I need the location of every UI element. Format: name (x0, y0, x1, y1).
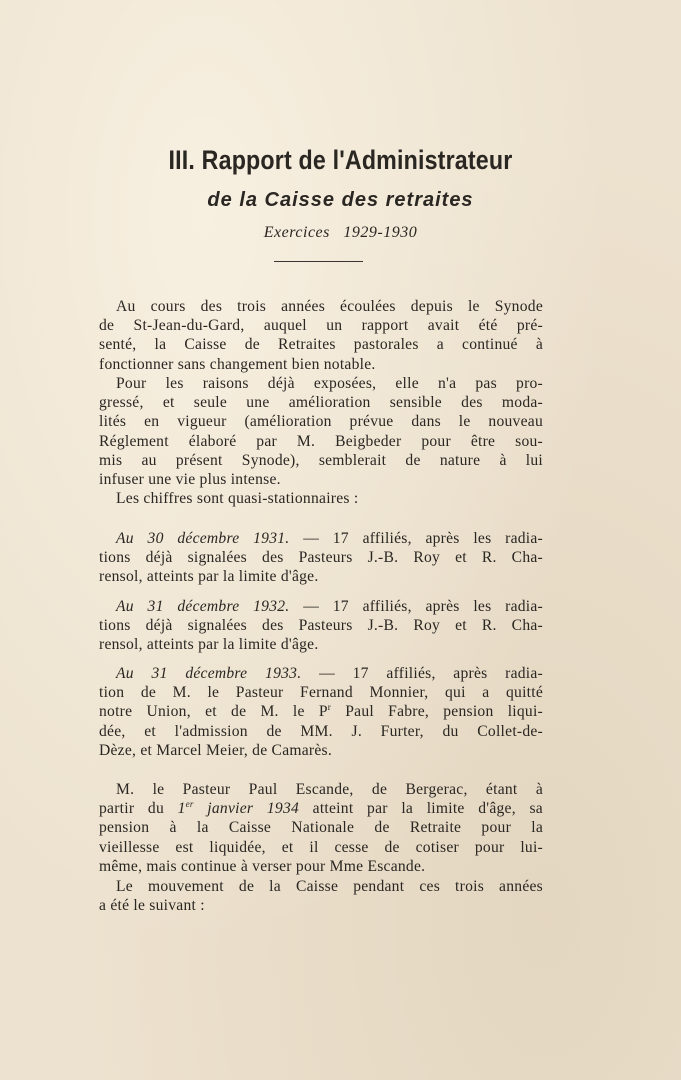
text-line: de St-Jean-du-Gard, auquel un rapport avait été pré- (99, 317, 543, 335)
heading-divider (274, 261, 363, 262)
text-line: dée, et l'admission de MM. J. Furter, du Collet-de- (99, 722, 543, 740)
text-line: notre Union, et de M. le $P^r$ Paul Fabre, pension liqui- (99, 702, 543, 721)
paragraph-intro (99, 297, 543, 374)
page-title: III. Rapport de l'Administrateur (168, 145, 513, 175)
paragraph-1933 (99, 664, 543, 760)
text-line: fonctionner sans changement bien notable. (99, 355, 376, 373)
text-line: rensol, atteints par la limite d'âge. (99, 568, 319, 586)
text-line: tion de M. le Pasteur Fernand Monnier, qui a quitté (99, 684, 543, 702)
text-line: Au 31 décembre 1932. — 17 affiliés, après les radia- (116, 598, 543, 615)
text-line: Le mouvement de la Caisse pendant ces trois années (116, 878, 543, 895)
date-1931: Au 30 décembre 1931. (116, 530, 290, 547)
text-line: lités en vigueur (amélioration prévue dans le nouveau (99, 413, 543, 431)
paragraph-escande (99, 780, 543, 876)
date-1933: Au 31 décembre 1933. (116, 665, 302, 682)
text-line: mis au présent Synode), semblerait de nature à lui (99, 451, 543, 469)
text-line: partir du 1er janvier 1934 atteint par la limite d'âge, sa (99, 799, 543, 818)
text-line: a été le suivant : (99, 897, 205, 915)
text-line: Les chiffres sont quasi-stationnaires : (116, 490, 359, 507)
paragraph-figures-intro (99, 489, 543, 508)
text-line: pension à la Caisse Nationale de Retraite pour la (99, 819, 543, 837)
text-line: Réglement élaboré par M. Beigbeder pour être sou- (99, 432, 543, 450)
text-line: Pour les raisons déjà exposées, elle n'a pas pro- (116, 375, 543, 392)
text-line: infuser une vie plus intense. (99, 471, 281, 489)
text-line: senté, la Caisse de Retraites pastorales a continué à (99, 336, 543, 354)
date-1934: 1er janvier 1934 (177, 799, 300, 818)
text-line: Dèze, et Marcel Meier, de Camarès. (99, 741, 333, 759)
text-line: M. le Pasteur Paul Escande, de Bergerac, étant à (116, 781, 543, 798)
text-line: Au cours des trois années écoulées depuis le Synode (116, 298, 543, 315)
text-line: tions déjà signalées des Pasteurs J.-B. Roy et R. Cha- (99, 617, 543, 635)
paragraph-1932 (99, 597, 543, 655)
exercices-label: Exercices (263, 224, 330, 241)
text-line: tions déjà signalées des Pasteurs J.-B. Roy et R. Cha- (99, 549, 543, 567)
paragraph-1931 (99, 529, 543, 587)
text-line: gressé, et seule une amélioration sensible des moda- (99, 394, 543, 412)
page-subtitle: de la Caisse des retraites (207, 189, 474, 211)
text-line: Au 30 décembre 1931. — 17 affiliés, après les radia- (116, 530, 543, 547)
text-line: rensol, atteints par la limite d'âge. (99, 636, 319, 654)
paragraph-reasons (99, 374, 543, 489)
text-line: Au 31 décembre 1933. — 17 affiliés, après radia- (116, 665, 543, 682)
exercices-heading (0, 224, 681, 242)
text-line: même, mais continue à verser pour Mme Escande. (99, 857, 426, 875)
paragraph-movement (99, 877, 543, 915)
date-1932: Au 31 décembre 1932. (116, 598, 290, 615)
text-line: vieillesse est liquidée, et il cesse de cotiser pour lui- (99, 838, 543, 856)
exercices-years: 1929-1930 (343, 224, 418, 241)
